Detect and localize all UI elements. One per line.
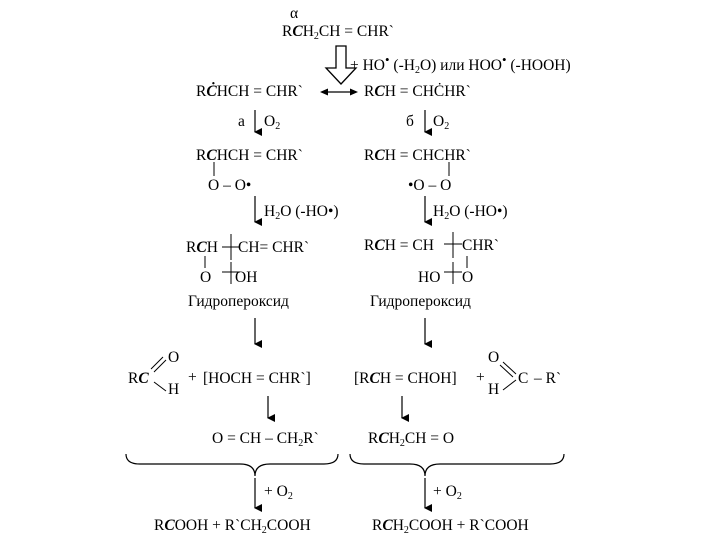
branch-b-label: б (406, 113, 414, 130)
peroxy-right: RCH = CHCHR` (364, 147, 471, 164)
aldehyde-right-o: O (488, 349, 500, 366)
peroxy-right-oo: •O – O (408, 177, 452, 194)
radical-left: RĊHCH = CHR` (196, 83, 303, 100)
aldehyde-left-o: O (168, 349, 180, 366)
starting-compound: $RCH_2CH$ = CHR` (282, 23, 394, 42)
aldehyde-right-c: C (518, 370, 529, 387)
aldehyde-right-tail: – R` (534, 370, 562, 387)
hydroperoxide-right-ho: HO (418, 269, 441, 286)
branch-a-label: а (238, 113, 245, 130)
initiation-reagents: + HO• $(-H_2O)$ или HOO• (-HOOH) (350, 52, 571, 77)
hydroperoxide-right-chain: CHR` (462, 237, 500, 254)
hydroperoxide-left: RCH (186, 239, 218, 256)
right-brace (350, 454, 564, 476)
oxygen-right: + $O_2$ (433, 483, 462, 502)
branch-a-reagent: $O_2$ (264, 113, 281, 132)
peroxy-left-oo: O – O• (208, 177, 252, 194)
final-left: RCOOH + $R`CH_2COOH$ (154, 517, 311, 536)
hydroperoxide-left-chain: CH= CHR` (238, 239, 310, 256)
product-right: $RCH_2CH = O$ (368, 430, 455, 449)
aldehyde-left-enol: [HOCH = CHR`] (203, 370, 311, 387)
final-right: $RCH_2COOH$ + R`COOH (372, 517, 529, 536)
hydroperoxide-label-left: Гидропероксид (188, 293, 289, 310)
water-right: $H_2O$ (-HO•) (433, 203, 508, 222)
aldehyde-left-h: H (168, 381, 180, 398)
product-left: O = CH – $CH_2R`$ (212, 430, 319, 449)
radical-right: RCH = CHĊHR` (364, 83, 471, 100)
hydroperoxide-right: RCH = CH (364, 237, 434, 254)
aldehyde-right-h: H (488, 381, 500, 398)
left-brace (126, 454, 338, 476)
peroxy-left: RCHCH = CHR` (196, 147, 303, 164)
oxygen-left: + $O_2$ (264, 483, 293, 502)
hydroperoxide-left-o: O (200, 269, 212, 286)
aldehyde-left-plus: + (188, 369, 197, 386)
hydroperoxide-right-o: O (462, 269, 474, 286)
hydroperoxide-left-oh: OH (235, 269, 258, 286)
aldehyde-left: RC (128, 370, 149, 387)
aldehyde-right-plus: + (476, 369, 485, 386)
hydroperoxide-label-right: Гидропероксид (370, 293, 471, 310)
branch-b-reagent: $O_2$ (433, 113, 450, 132)
alpha-label: α (290, 5, 299, 22)
aldehyde-right-enol: [RCH = CHOH] (354, 370, 457, 387)
water-left: $H_2O$ (-HO•) (264, 203, 339, 222)
